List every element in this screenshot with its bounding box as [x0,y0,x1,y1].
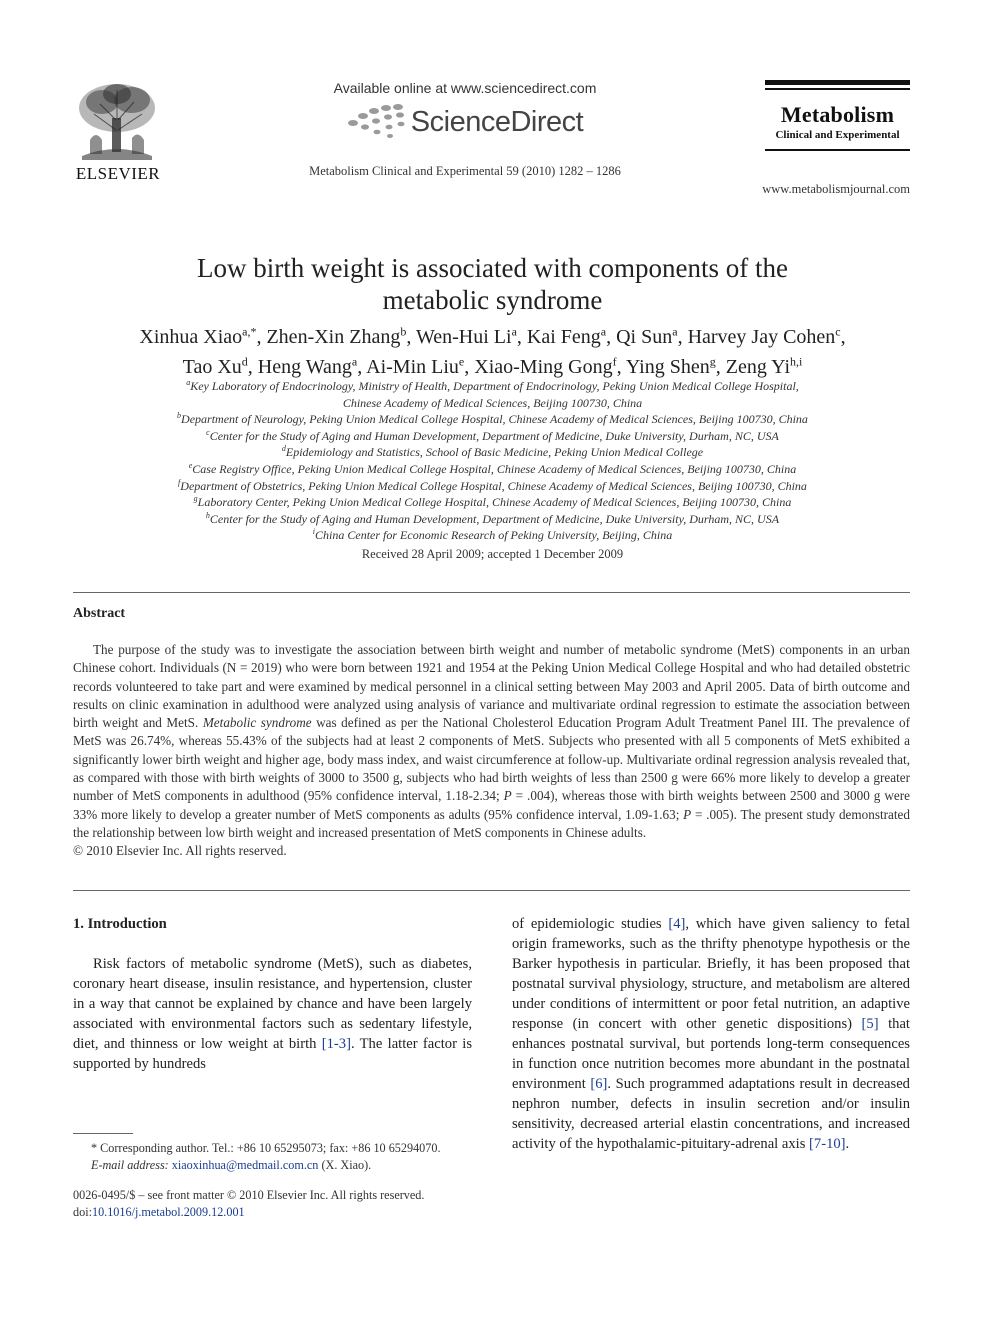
footnote-rule [73,1133,133,1134]
citation-link-6[interactable]: [6] [590,1076,608,1092]
paper-title-line1: Low birth weight is associated with components of the [197,253,788,283]
author-name: Ai-Min Liu [366,356,459,378]
intro-text-b: . The latter factor is supported by hundreds [73,1036,472,1072]
intro-right-text-e: . [845,1136,850,1152]
paper-title-line2: metabolic syndrome [382,285,603,315]
affiliation-text: Department of Obstetrics, Peking Union Medical College Hospital, Chinese Academy of Medical Sciences, Beijing 100730, China [180,478,807,493]
journal-logo-subtitle: Clinical and Experimental [775,129,900,141]
affiliation-marker: g [193,494,198,504]
email-line [73,1157,472,1174]
journal-logo-rule-thin [765,88,910,90]
affiliation-text: Center for the Study of Aging and Human Development, Department of Medicine, Duke University, Durham, NC, USA [209,511,780,526]
abstract-heading: Abstract [73,606,126,621]
email-label: E-mail address: [91,1158,169,1172]
affiliation-d [75,444,910,461]
author-name: Kai Feng [526,326,601,348]
affiliation-text: China Center for Economic Research of Peking University, Beijing, China [315,528,673,543]
abstract-p-label-2: P [683,806,692,822]
author-separator: , [616,356,626,378]
received-dates: Received 28 April 2009; accepted 1 December 2009 [361,547,624,561]
journal-citation: Metabolism Clinical and Experimental 59 (2010) 1282 – 1286 [309,164,621,178]
affiliation-marker: e [188,460,193,470]
journal-logo-rule-top [765,80,910,85]
abstract-text-3: = .004), whereas those with birth weights between 2500 and 3000 g were 33% more likely to develop a greater number of MetS components as adults (95% confidence interval, 1.09-1.63; [73,788,910,822]
intro-right-text-b: , which have given saliency to fetal origin frameworks, such as the thrifty phenotype hypothesis or the Barker hypothesis in particular. Briefly, it has been proposed that postnatal survival physiology, structure, and metabolism are altered under conditions of intermittent or poor fetal nutrition, an adaptive response (in concert with other genetic dispositions) [512,916,910,1032]
affiliation-marker: i [312,527,316,537]
author-separator: , [357,356,367,378]
elsevier-wordmark: ELSEVIER [75,164,161,183]
journal-logo [765,80,910,151]
author-name: Tao Xu [182,356,242,378]
affiliation-c [75,428,910,445]
available-online-text[interactable]: Available online at www.sciencedirect.com [333,80,597,96]
affiliation-f [75,478,910,495]
elsevier-tree-icon [72,80,162,162]
citation-link-5[interactable]: [5] [861,1016,879,1032]
author-separator: , [247,356,258,378]
doi-label: doi: [73,1205,92,1219]
author-affiliation-marker: a [600,324,607,339]
citation-link-7-10[interactable]: [7-10] [809,1136,846,1152]
journal-logo-title: Metabolism [780,102,895,127]
affiliation-text: Department of Neurology, Peking Union Medical College Hospital, Chinese Academy of Medical Sciences, Beijing 100730, China [181,412,808,427]
author-affiliation-marker: a [511,324,517,339]
affiliation-h [75,511,910,528]
affiliation-marker: d [281,444,286,454]
author-separator: , [677,326,688,348]
author-separator: , [715,356,726,378]
author-separator: , [606,326,617,348]
journal-logo-rule-bottom [765,149,910,151]
affiliation-a [75,378,910,395]
author-name: Heng Wang [257,356,352,378]
front-matter [73,1187,483,1221]
author-name: Xinhua Xiao [139,326,243,348]
abstract-text-1: The purpose of the study was to investigate the association between birth weight and number of metabolic syndrome (MetS) components in an urban Chinese cohort. Individuals (N = 2019) who were born between 1921 and 1954 at the Peking Union Medical College Hospital and who had detailed obstetric records volunteered to take part and were examined by medical personnel in a clinical setting between May 2003 and April 2005. Data of birth outcome and results on clinic examination in adulthood were analyzed using analysis of variance and multivariate ordinal regression to estimate the association between birth weight and MetS. [73,642,910,731]
author-affiliation-marker: a [672,324,678,339]
affiliation-text: Laboratory Center, Peking Union Medical College Hospital, Chinese Academy of Medical Sciences, Beijing 100730, China [197,495,792,510]
author-affiliation-marker: f [612,354,617,369]
author-affiliation-marker: a,* [242,324,257,339]
intro-paragraph-continued [512,914,910,1154]
author-name: Zhen-Xin Zhang [266,326,401,348]
citation-link-1-3[interactable]: [1-3] [321,1036,351,1052]
affiliation-continuation: Chinese Academy of Medical Sciences, Beijing 100730, China [342,395,643,410]
divider-bottom [73,890,910,891]
abstract-italic-term: Metabolic syndrome [202,715,312,731]
abstract-body [73,641,910,861]
issn-line: 0026-0495/$ – see front matter © 2010 Elsevier Inc. All rights reserved. [73,1188,425,1202]
author-separator: , [840,326,846,348]
author-affiliation-marker: b [400,324,407,339]
sciencedirect-header [260,80,670,179]
author-affiliation-marker: c [835,324,841,339]
author-line-1 [75,322,910,352]
author-affiliation-marker: g [709,354,716,369]
affiliation-marker: a [186,378,191,387]
author-name: Harvey Jay Cohen [687,326,836,348]
author-separator: , [464,356,475,378]
paper-title [100,252,885,316]
author-name: Zeng Yi [725,356,790,378]
email-link[interactable]: xiaoxinhua@medmail.com.cn [171,1158,319,1172]
doi-link[interactable]: 10.1016/j.metabol.2009.12.001 [91,1205,245,1219]
author-name: Qi Sun [616,326,673,348]
author-separator: , [406,326,416,348]
affiliation-e [75,461,910,478]
author-affiliation-marker: a [351,354,358,369]
affiliation-g [75,494,910,511]
author-affiliation-marker: h,i [790,354,803,369]
affiliation-text: Case Registry Office, Peking Union Medical College Hospital, Chinese Academy of Medical Sciences, Beijing 100730, China [192,461,797,476]
section-heading-introduction: 1. Introduction [73,916,167,932]
intro-paragraph-1 [73,954,472,1074]
elsevier-logo [72,80,164,188]
affiliation-marker: b [177,411,182,421]
body-column-right [512,914,910,1154]
abstract-copyright: © 2010 Elsevier Inc. All rights reserved. [73,843,287,859]
abstract-p-label-1: P [503,788,512,804]
sciencedirect-dots-icon [347,103,409,141]
intro-text-a: Risk factors of metabolic syndrome (MetS), such as diabetes, coronary heart disease, insulin resistance, and hypertension, cluster in a way that cannot be explained by chance and have been largely associated with environmental factors such as sedentary lifestyle, diet, and thinness or low weight at birth [73,956,472,1052]
abstract-text-2: was defined as per the National Cholesterol Education Program Adult Treatment Panel III. The prevalence of MetS was 26.74%, whereas 55.43% of the subjects had at least 2 components of MetS. Subjects who presented with all 5 components of MetS exhibited a significantly lower birth weight and higher age, body mass index, and waist circumference at follow-up. Multivariate ordinal regression analysis revealed that, as compared with those with birth weights of 3000 to 3500 g, subjects who had birth weights of less than 2500 g were 66% more likely to develop a greater number of MetS components in adulthood (95% confidence interval, 1.18-2.34; [73,715,910,804]
affiliation-marker: f [178,477,181,487]
affiliation-marker: h [205,510,210,520]
footnote [73,1140,472,1174]
intro-right-text-a: of epidemiologic studies [512,916,669,932]
corresponding-author-note: * Corresponding author. Tel.: +86 10 65295073; fax: +86 10 65294070. [91,1141,441,1155]
sciencedirect-logo[interactable] [260,100,670,144]
author-name: Wen-Hui Li [415,326,512,348]
intro-right-text-d: . Such programmed adaptations result in decreased nephron number, defects in insulin secretion and/or insulin sensitivity, decreased arterial elastin concentrations, and increased activity of the hypothalamic-pituitary-adrenal axis [512,1076,910,1152]
author-affiliation-marker: d [241,354,248,369]
abstract-text-4: = .005). The present study demonstrated the relationship between low birth weight and increased presentation of MetS components in Chinese adults. [73,806,911,840]
doi-line [73,1204,483,1221]
author-name: Xiao-Ming Gong [474,356,613,378]
citation-link-4[interactable]: [4] [668,916,686,932]
intro-right-text-c: that enhances postnatal survival, but portends long-term consequences in function once nutrition becomes more abundant in the postnatal environment [512,1016,910,1092]
affiliation-marker: c [206,427,210,437]
sciencedirect-wordmark: ScienceDirect [410,105,584,138]
author-list [75,322,910,382]
affiliation-text: Center for the Study of Aging and Human Development, Department of Medicine, Duke University, Durham, NC, USA [209,428,779,443]
affiliation-i [75,527,910,544]
affiliation-text: Key Laboratory of Endocrinology, Ministry of Health, Department of Endocrinology, Peking Union Medical College Hospital, [190,379,799,393]
author-affiliation-marker: e [458,354,465,369]
journal-url[interactable]: www.metabolismjournal.com [762,182,910,196]
affiliation-list [75,378,910,544]
body-column-left [73,914,472,1074]
affiliation-text: Epidemiology and Statistics, School of Basic Medicine, Peking Union Medical College [285,445,704,460]
affiliation-b [75,411,910,428]
author-name: Ying Shen [625,356,710,378]
author-separator: , [256,326,267,348]
divider-top [73,592,910,593]
email-suffix: (X. Xiao). [318,1158,372,1172]
author-separator: , [516,326,527,348]
